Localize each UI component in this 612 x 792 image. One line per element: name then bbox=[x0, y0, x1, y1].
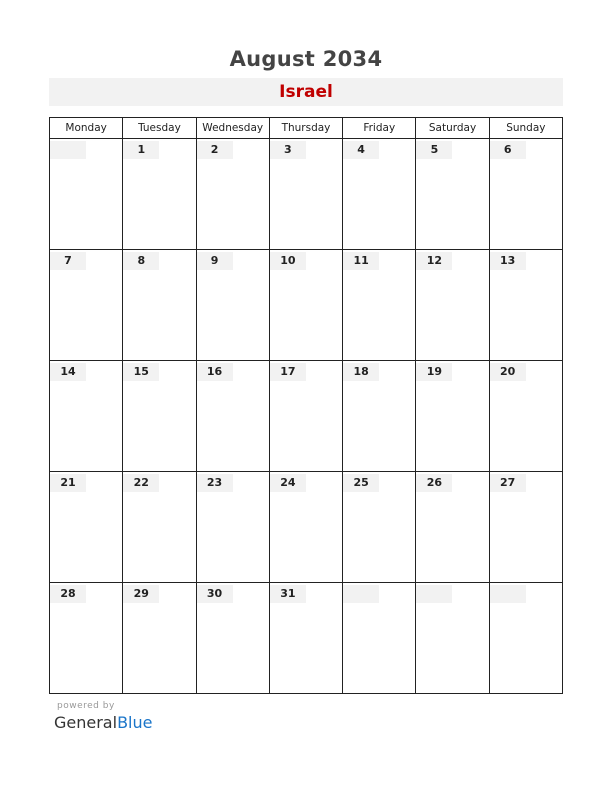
day-number: 22 bbox=[133, 476, 149, 489]
day-number: 16 bbox=[206, 365, 223, 378]
day-number: 21 bbox=[60, 476, 76, 489]
day-number: 8 bbox=[137, 254, 146, 267]
weekday-header-row bbox=[50, 118, 563, 139]
week-row bbox=[50, 250, 563, 361]
day-number: 18 bbox=[353, 365, 369, 378]
day-number: 24 bbox=[280, 476, 296, 489]
calendar-body bbox=[50, 139, 563, 694]
day-number: 28 bbox=[60, 587, 76, 600]
day-number: 2 bbox=[210, 143, 219, 156]
day-number: 1 bbox=[137, 143, 146, 156]
day-number: 7 bbox=[64, 254, 72, 267]
weekday-thursday: Thursday bbox=[269, 118, 342, 139]
weekday-saturday: Saturday bbox=[416, 118, 489, 139]
day-cell[interactable] bbox=[269, 472, 342, 583]
day-cell[interactable] bbox=[123, 583, 196, 694]
brand-logo[interactable] bbox=[54, 713, 152, 732]
day-number: 11 bbox=[353, 254, 369, 267]
powered-by-text: powered by bbox=[57, 701, 115, 711]
day-cell[interactable] bbox=[196, 250, 269, 361]
day-cell[interactable] bbox=[269, 139, 342, 250]
weekday-wednesday: Wednesday bbox=[196, 118, 269, 139]
day-number bbox=[416, 585, 452, 603]
day-number: 30 bbox=[206, 587, 223, 600]
brand-general-text: General bbox=[54, 713, 118, 732]
day-cell[interactable] bbox=[343, 361, 416, 472]
day-cell[interactable] bbox=[196, 361, 269, 472]
day-number: 10 bbox=[280, 254, 296, 267]
day-cell[interactable] bbox=[343, 472, 416, 583]
day-cell[interactable] bbox=[416, 472, 489, 583]
weekday-monday: Monday bbox=[50, 118, 123, 139]
day-cell[interactable] bbox=[489, 583, 562, 694]
day-cell[interactable] bbox=[269, 250, 342, 361]
day-cell[interactable] bbox=[489, 139, 562, 250]
day-number: 13 bbox=[500, 254, 516, 267]
day-cell[interactable] bbox=[343, 583, 416, 694]
day-cell[interactable] bbox=[50, 139, 123, 250]
day-cell[interactable] bbox=[123, 361, 196, 472]
day-number: 5 bbox=[430, 143, 439, 156]
day-number: 23 bbox=[206, 476, 223, 489]
week-row bbox=[50, 139, 563, 250]
day-cell[interactable] bbox=[50, 472, 123, 583]
day-number bbox=[50, 141, 86, 159]
day-cell[interactable] bbox=[416, 583, 489, 694]
day-cell[interactable] bbox=[489, 361, 562, 472]
day-cell[interactable] bbox=[50, 250, 123, 361]
day-cell[interactable] bbox=[196, 583, 269, 694]
day-cell[interactable] bbox=[50, 361, 123, 472]
day-number: 4 bbox=[357, 143, 365, 156]
day-number: 9 bbox=[210, 254, 219, 267]
day-cell[interactable] bbox=[196, 472, 269, 583]
day-cell[interactable] bbox=[489, 250, 562, 361]
weekday-friday: Friday bbox=[343, 118, 416, 139]
day-number: 26 bbox=[426, 476, 443, 489]
brand-blue-text: Blue bbox=[117, 713, 153, 732]
day-number: 12 bbox=[426, 254, 443, 267]
country-banner bbox=[49, 78, 563, 106]
day-cell[interactable] bbox=[50, 583, 123, 694]
calendar-title: August 2034 bbox=[229, 47, 383, 71]
week-row bbox=[50, 583, 563, 694]
day-number: 25 bbox=[353, 476, 369, 489]
weekday-tuesday: Tuesday bbox=[123, 118, 196, 139]
day-number: 20 bbox=[500, 365, 516, 378]
day-number bbox=[343, 585, 379, 603]
day-number: 19 bbox=[426, 365, 443, 378]
day-cell[interactable] bbox=[269, 361, 342, 472]
week-row bbox=[50, 472, 563, 583]
day-cell[interactable] bbox=[123, 139, 196, 250]
week-row bbox=[50, 361, 563, 472]
day-number: 31 bbox=[280, 587, 296, 600]
day-cell[interactable] bbox=[123, 472, 196, 583]
day-cell[interactable] bbox=[416, 139, 489, 250]
day-number: 15 bbox=[133, 365, 149, 378]
day-number: 14 bbox=[60, 365, 76, 378]
day-number bbox=[490, 585, 526, 603]
day-cell[interactable] bbox=[343, 139, 416, 250]
calendar-table bbox=[49, 117, 563, 694]
day-cell[interactable] bbox=[123, 250, 196, 361]
calendar-grid bbox=[49, 117, 563, 697]
weekday-sunday: Sunday bbox=[489, 118, 562, 139]
day-number: 17 bbox=[280, 365, 296, 378]
day-cell[interactable] bbox=[489, 472, 562, 583]
day-cell[interactable] bbox=[196, 139, 269, 250]
day-number: 27 bbox=[500, 476, 516, 489]
day-cell[interactable] bbox=[343, 250, 416, 361]
country-name: Israel bbox=[279, 82, 333, 102]
day-number: 29 bbox=[133, 587, 149, 600]
day-cell[interactable] bbox=[416, 361, 489, 472]
day-number: 3 bbox=[284, 143, 292, 156]
day-cell[interactable] bbox=[269, 583, 342, 694]
day-number: 6 bbox=[503, 143, 512, 156]
day-cell[interactable] bbox=[416, 250, 489, 361]
